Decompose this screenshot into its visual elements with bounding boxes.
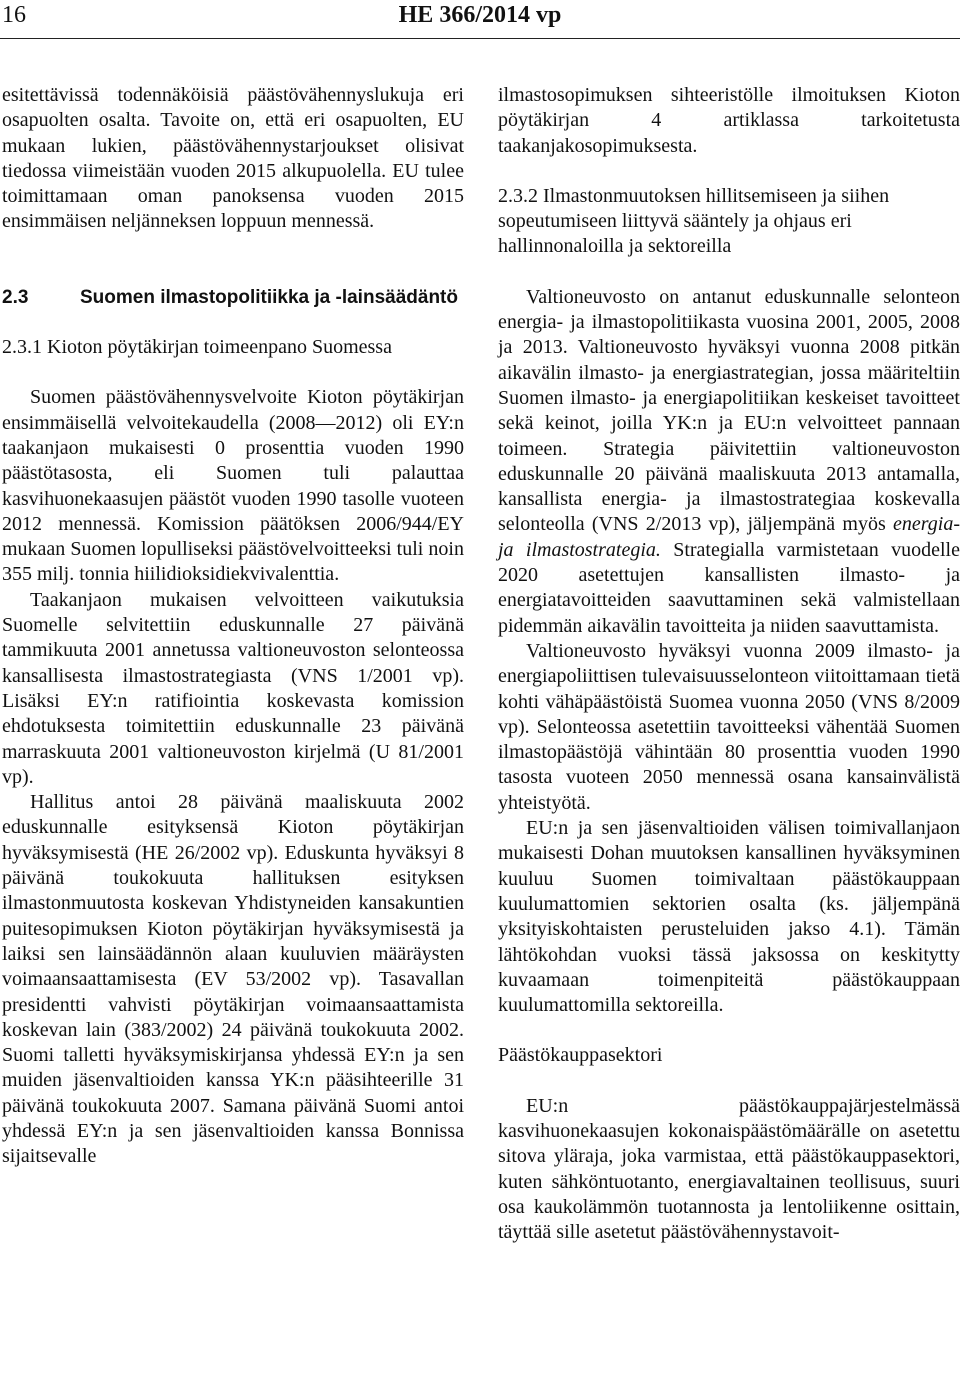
paragraph: EU:n päästökauppajärjestelmässä kasvihuonekaasujen kokonaispäästömäärälle on asetettu sitova yläraja, joka varmistaa, että päästökauppasektori, kuten sähköntuotanto, energiavaltainen teollisuus, suuri osa kaukolämmön tuotannosta ja lentoliikenne osittain, täyttää sille asetetut päästövähennystavoit- (498, 1094, 960, 1244)
section-heading-2-3 (2, 285, 464, 310)
page-header (0, 0, 960, 36)
paragraph (498, 285, 960, 639)
paragraph: esitettävissä todennäköisiä päästövähennyslukuja eri osapuolten osalta. Tavoite on, että eri osapuolten, EU mukaan lukien, päästövähennystarjoukset olisivat tiedossa viimeistään vuoden 2015 alkupuolella. EU tulee toimittamaan oman panoksensa vuoden 2015 ensimmäisen neljänneksen loppuun mennessä. (2, 84, 464, 233)
page-number: 16 (2, 2, 26, 28)
header-rule (0, 38, 960, 39)
paragraph: EU:n ja sen jäsenvaltioiden välisen toimivallanjaon mukaisesti Dohan muutoksen kansallinen hyväksyminen kuuluu Suomen toimivaltaan päästökauppaan kuulumattomien sektorien osalta (ks. jäljempänä yksityiskohtaisten perusteluiden jakso 4.1). Tämän lähtökohdan vuoksi tässä jaksossa on keskitytty kuvaamaan toimenpiteitä päästökauppaan kuulumattomilla sektoreilla. (498, 817, 960, 1017)
paragraph: Taakanjaon mukaisen velvoitteen vaikutuksia Suomelle selvitettiin eduskunnalle 27 päivänä tammikuuta 2001 annetussa valtioneuvoston selonteossa kansallisesta ilmastostrategiasta (VNS 1/2001 vp). Lisäksi EY:n ratifiointia koskevasta komission ehdotuksesta toimitettiin eduskunnalle 23 päivänä marraskuuta 2001 valtioneuvoston kirjelmä (U 81/2001 vp). (2, 588, 464, 788)
subsection-heading-2-3-1: 2.3.1 Kioton pöytäkirjan toimeenpano Suomessa (2, 336, 392, 359)
paragraph: ilmastosopimuksen sihteeristölle ilmoituksen Kioton pöytäkirjan 4 artiklassa tarkoitetusta taakanjakosopimuksesta. (498, 84, 960, 157)
paragraph-text: Strategialla varmistetaan vuodelle 2020 asetettujen kansallisten ilmasto- ja energiatavoitteiden saavuttaminen sekä valmistellaan pidemmän aikavälin tavoitteita ja niiden saavuttamista. (498, 538, 960, 637)
section-title: Suomen ilmastopolitiikka ja -lainsäädäntö (80, 286, 458, 308)
section-number: 2.3 (2, 286, 29, 308)
document-id: HE 366/2014 vp (398, 2, 562, 28)
left-column (2, 83, 464, 1170)
paragraph-text: Valtioneuvosto on antanut eduskunnalle selonteon energia- ja ilmastopolitiikasta vuosina 2001, 2005, 2008 ja 2013. Valtioneuvosto hyväksyi vuonna 2008 pitkän aikavälin ilmasto- ja energiastrategian, jossa määriteltiin Suomen ilmasto- ja energiapolitiikan keskeiset tavoitteet sekä keinot, joilla YK:n ja EU:n velvoitteet pannaan toimeen. Strategia päivitettiin valtioneuvoston eduskunnalle 20 päivänä maaliskuuta 2013 antamalla, kansallista energia- ja ilmastostrategiaa koskevalla selonteolla (VNS 2/2013 vp), jäljempänä myös (498, 285, 960, 536)
right-column (498, 83, 960, 1245)
subsection-heading-2-3-2: 2.3.2 Ilmastonmuutoksen hillitsemiseen ja siihen sopeutumiseen liittyvä sääntely ja ohjaus eri hallinnonaloilla ja sektoreilla (498, 184, 890, 258)
italic-term: energia- ja ilmastostrategia. (498, 513, 960, 561)
subsection-heading-paastokauppasektori: Päästökauppasektori (498, 1044, 663, 1067)
paragraph: Suomen päästövähennysvelvoite Kioton pöytäkirjan ensimmäisellä velvoitekaudella (2008—2012) oli EY:n taakanjaon mukaisesti 0 prosenttia vuoden 1990 päästötasosta, eli Suomen tuli palauttaa kasvihuonekaasujen päästöt vuoden 1990 tasolle vuoteen 2012 mennessä. Komission päätöksen 2006/944/EY mukaan Suomen lopulliseksi päästövelvoitteeksi tuli noin 355 milj. tonnia hiilidioksidiekvivalenttia. (2, 386, 464, 586)
paragraph: Hallitus antoi 28 päivänä maaliskuuta 2002 eduskunnalle esityksensä Kioton pöytäkirjan hyväksymisestä (HE 26/2002 vp). Eduskunta hyväksyi 8 päivänä toukokuuta hallituksen esityksen ilmastonmuutosta koskevan Yhdistyneiden kansakuntien puitesopimuksen Kioton pöytäkirjan hyväksymisestä ja laiksi sen lainsäädännön alaan kuuluvien määräysten voimaansaattamisesta (EV 53/2002 vp). Tasavallan presidentti vahvisti pöytäkirjan voimaansaattamista koskevan lain (383/2002) 24 päivänä toukokuuta 2002. Suomi talletti hyväksymiskirjansa yhdessä EY:n ja sen muiden jäsenvaltioiden kanssa YK:n pääsihteerille 31 päivänä toukokuuta 2007. Samana päivänä Suomi antoi yhdessä EY:n ja sen jäsenvaltioiden kanssa Bonnissa sijaitsevalle (2, 791, 464, 1168)
paragraph: Valtioneuvosto hyväksyi vuonna 2009 ilmasto- ja energiapoliittisen tulevaisuusselonteon viitoittamaan tietä kohti vähäpäästöistä Suomea vuonna 2050 (VNS 8/2009 vp). Selonteossa asetettiin tavoitteeksi vähentää Suomen ilmastopäästöjä vähintään 80 prosenttia vuoden 1990 tasosta vuoteen 2050 mennessä osana kansainvälistä yhteistyötä. (498, 639, 960, 814)
